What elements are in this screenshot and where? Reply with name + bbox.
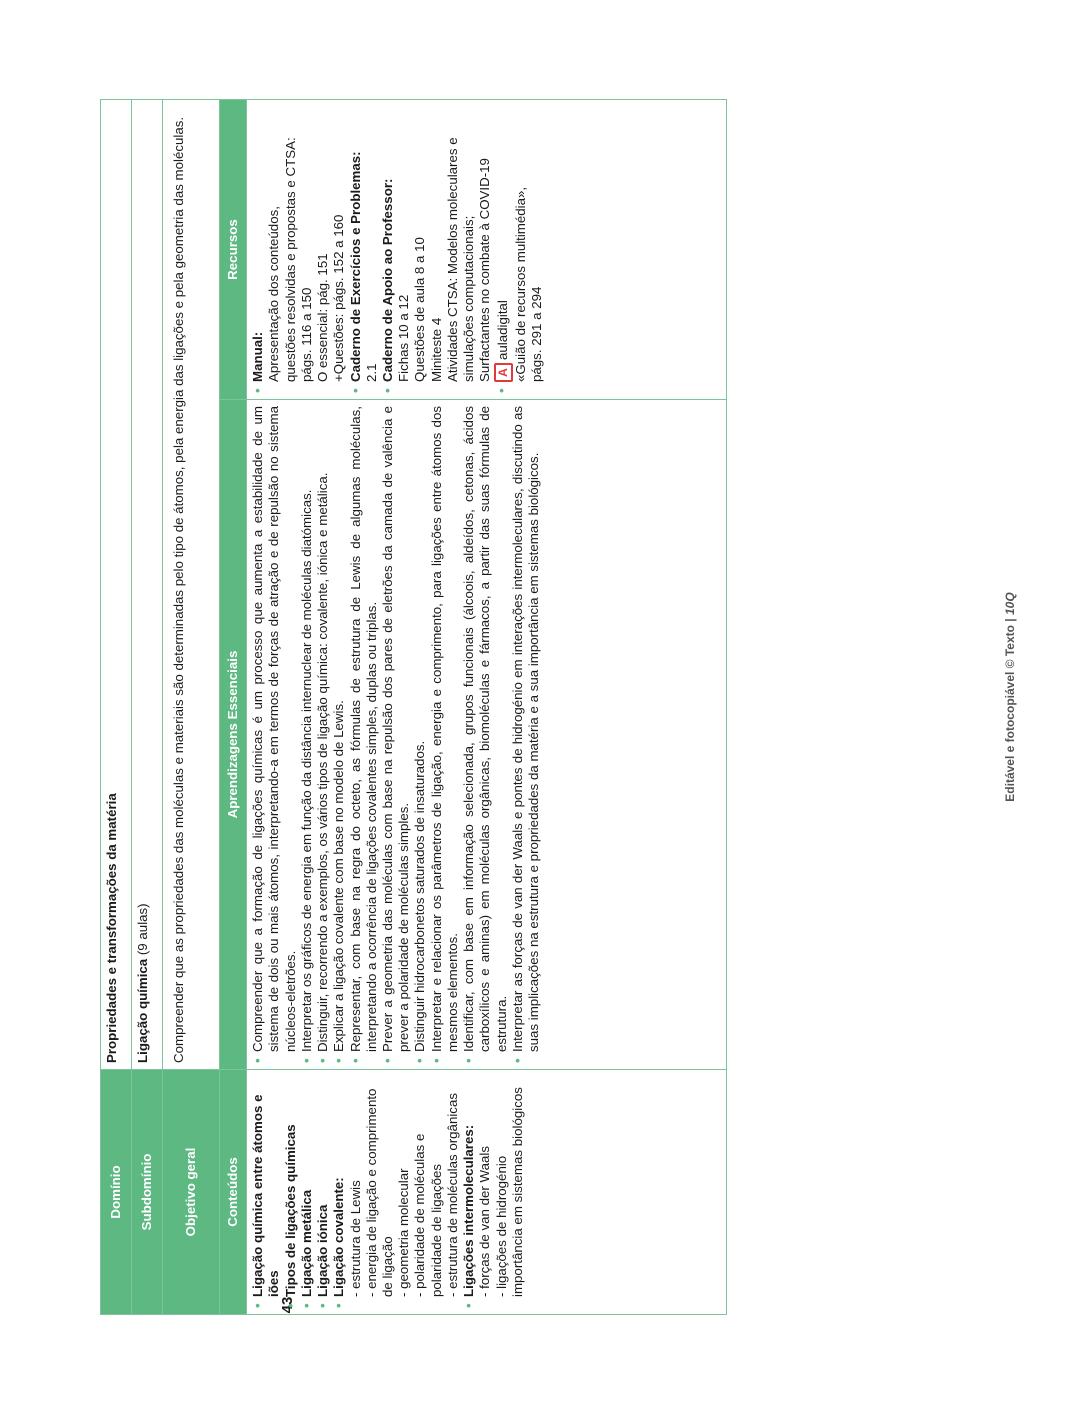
list-item: • Distinguir hidrocarbonetos saturados de insaturados. <box>412 406 428 1063</box>
dominio-value: Propriedades e transformações da matéria <box>101 100 132 1070</box>
objetivo-row <box>163 100 220 1315</box>
list-item: • Interpretar as forças de van der Waals e pontes de hidrogénio em interações intermoleculares, discutindo as suas implicações na estrutura e propriedades da matéria e a sua importância em sistemas biológicos. <box>510 406 542 1063</box>
list-item: • Interpretar e relacionar os parâmetros de ligação, energia e comprimento, para ligações entre átomos dos mesmos elementos. <box>429 406 461 1063</box>
list-item <box>494 106 545 393</box>
sub-item: questões resolvidas e propostas e CTSA: págs. 116 a 150 <box>282 137 314 382</box>
recursos-cell <box>247 100 727 400</box>
sub-item: 2.1 <box>363 363 379 382</box>
list-item: • Ligações intermoleculares: - forças de van der Waals - ligações de hidrogénio importância em sistemas biológicos <box>461 1076 526 1308</box>
sub-item: - estrutura de Lewis <box>347 1180 363 1297</box>
list-item: • Explicar a ligação covalente com base no modelo de Lewis. <box>331 406 347 1063</box>
sub-item: - ligações de hidrogénio <box>493 1155 509 1297</box>
sub-item: págs. 291 a 294 <box>528 286 544 382</box>
sub-item: Fichas 10 a 12 <box>396 294 412 382</box>
aprendizagens-cell <box>247 400 727 1070</box>
sub-item: - geometria molecular <box>396 1168 412 1297</box>
aprendizagens-header: Aprendizagens Essenciais <box>220 400 247 1070</box>
planning-table <box>100 99 727 1315</box>
footer-brand: 10Q <box>1003 592 1017 615</box>
recursos-header: Recursos <box>220 100 247 400</box>
dominio-row <box>101 100 132 1315</box>
sub-item: +Questões: págs. 152 a 160 <box>331 214 347 382</box>
list-item: • Ligação química entre átomos e iões <box>250 1076 282 1308</box>
sub-item: importância em sistemas biológicos <box>509 1087 525 1297</box>
sub-item: «Guião de recursos multimédia», <box>512 186 528 382</box>
page-number: 43 <box>279 1296 296 1314</box>
rotated-table-container <box>100 100 834 1315</box>
list-item: • Representar, com base na regra do octeto, as fórmulas de estrutura de Lewis de algumas moléculas, interpretando a ocorrência de ligações covalentes simples, duplas ou triplas. <box>348 406 380 1063</box>
list-item: • Interpretar os gráficos de energia em função da distância internuclear de moléculas diatómicas. <box>299 406 315 1063</box>
sub-item: Miniteste 4 <box>428 317 444 382</box>
list-item: • Manual: Apresentação dos conteúdos, questões resolvidas e propostas e CTSA: págs. 116 a 150 O essencial: pág. 151 +Questões: págs. 152 a 160 <box>250 106 347 393</box>
content-row <box>247 100 727 1315</box>
list-item: • Ligação covalente: - estrutura de Lewis - energia de ligação e comprimento de ligação - geometria molecular - polaridade de moléculas e polaridade de ligações - estrutura de moléculas orgânicas <box>331 1076 461 1308</box>
list-item: • Caderno de Apoio ao Professor: Fichas 10 a 12 Questões de aula 8 a 10 Miniteste 4 Atividades CTSA: Modelos moleculares e simulações computacionais; Surfactantes no combate à COVID-19 <box>380 106 494 393</box>
sub-item: - polaridade de moléculas e polaridade de ligações <box>412 1133 444 1297</box>
sub-item: O essencial: pág. 151 <box>315 253 331 382</box>
sub-item: Apresentação dos conteúdos, <box>266 206 282 382</box>
objetivo-label: Objetivo geral <box>163 1070 220 1315</box>
list-item: • Ligação metálica <box>299 1076 315 1308</box>
subdominio-label: Subdomínio <box>132 1070 163 1315</box>
auladigital-label: auladigital <box>494 300 510 360</box>
objetivo-value: Compreender que as propriedades das moléculas e materiais são determinadas pelo tipo de átomos, pela energia das ligações e pela geometria das moléculas. <box>163 100 220 1070</box>
dominio-label: Domínio <box>101 1070 132 1315</box>
list-item: • Distinguir, recorrendo a exemplos, os vários tipos de ligação química: covalente, iónica e metálica. <box>315 406 331 1063</box>
list-item: • Compreender que a formação de ligações químicas é um processo que aumenta a estabilidade de um sistema de dois ou mais átomos, interpretando-a em termos de forças de atração e de repulsão no sistema núcleos-eletrões. <box>250 406 299 1063</box>
auladigital-icon: A <box>494 363 513 382</box>
list-item: • Prever a geometria das moléculas com base na repulsão dos pares de eletrões da camada de valência e prever a polaridade de moléculas simples. <box>380 406 412 1063</box>
sub-item: Surfactantes no combate à COVID-19 <box>477 158 493 382</box>
list-item: • Caderno de Exercícios e Problemas: 2.1 <box>348 106 380 393</box>
subdominio-value: Ligação química (9 aulas) <box>132 100 163 1070</box>
sub-item: - energia de ligação e comprimento de ligação <box>363 1088 395 1297</box>
footer-text: Editável e fotocopiável © Texto | <box>1003 618 1017 802</box>
conteudos-cell <box>247 1070 727 1315</box>
sub-item: - estrutura de moléculas orgânicas <box>444 1093 460 1297</box>
list-item: • Ligação iónica <box>315 1076 331 1308</box>
planning-table-frame <box>100 100 834 1315</box>
sub-item: Questões de aula 8 a 10 <box>412 237 428 382</box>
sub-item: Atividades CTSA: Modelos moleculares e simulações computacionais; <box>444 137 477 382</box>
subdominio-row <box>132 100 163 1315</box>
conteudos-header: Conteúdos <box>220 1070 247 1315</box>
list-item: • Tipos de ligações químicas <box>283 1076 299 1308</box>
sub-item: - forças de van der Waals <box>477 1145 493 1297</box>
column-header-row <box>220 100 247 1315</box>
list-item: • Identificar, com base em informação selecionada, grupos funcionais (álcoois, aldeídos, cetonas, ácidos carboxílicos e aminas) em moléculas orgânicas, biomoléculas e fármacos, a partir das suas fórmulas de estrutura. <box>461 406 510 1063</box>
